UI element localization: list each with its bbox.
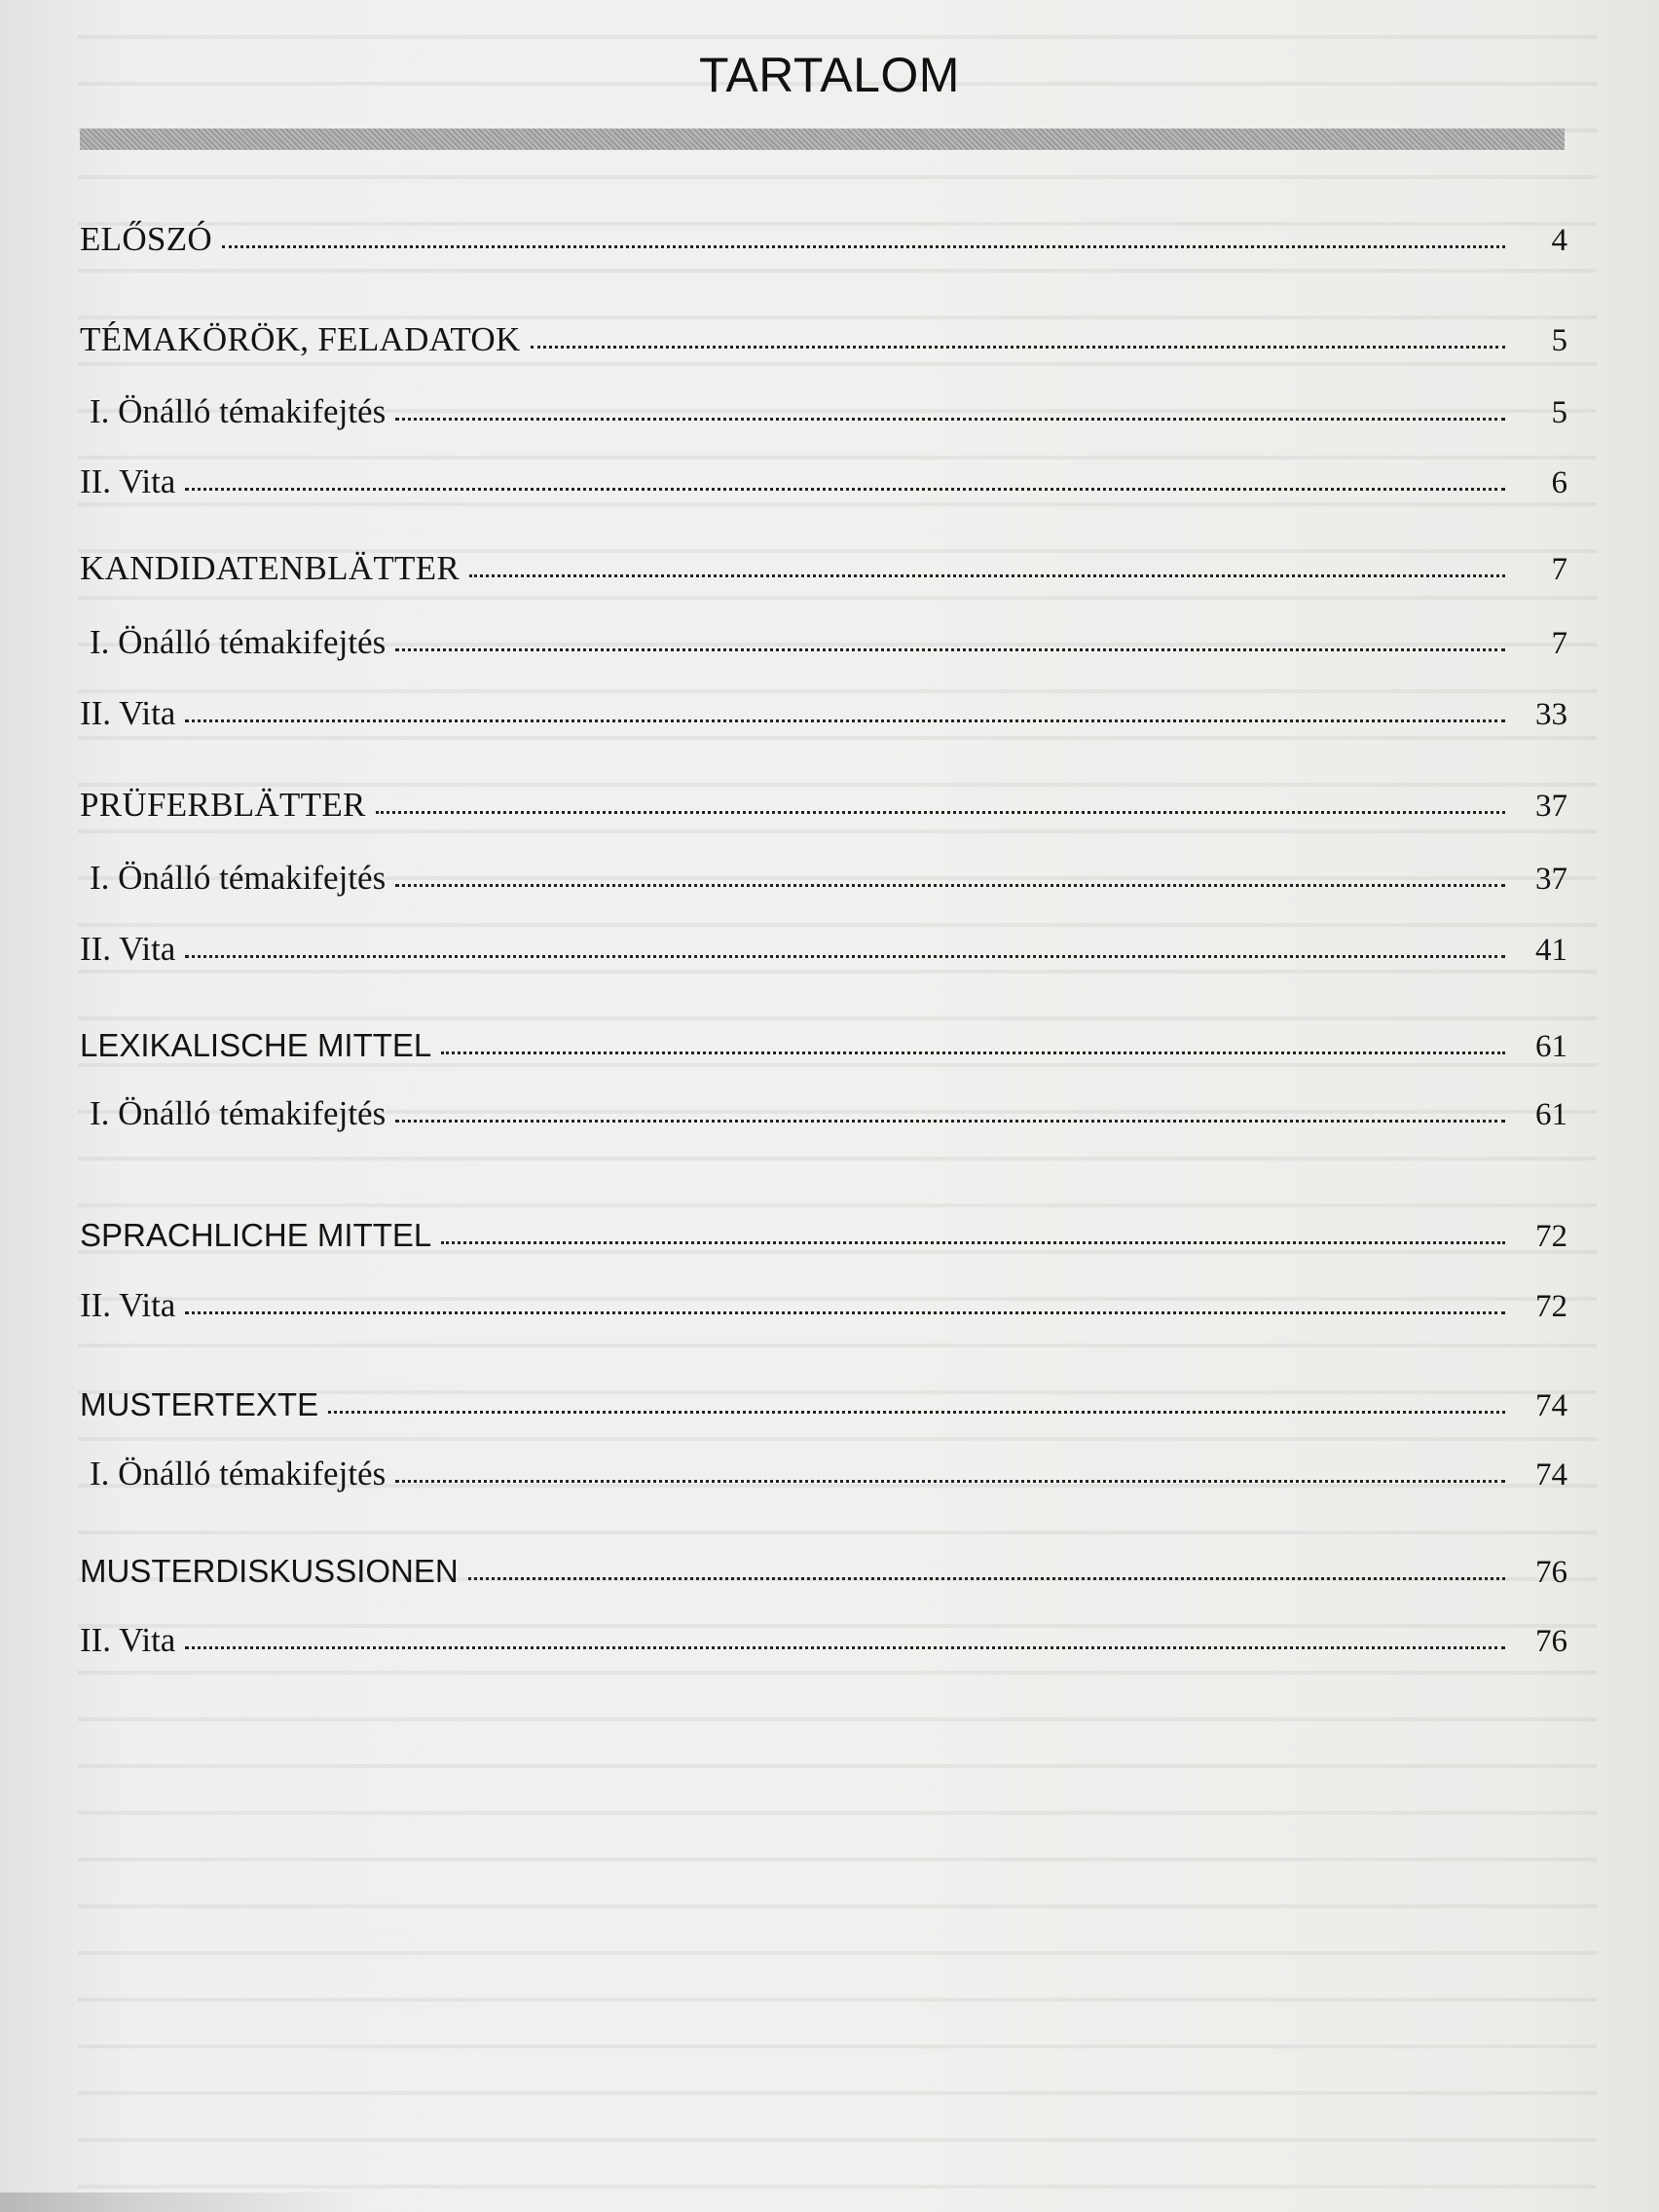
- toc-entry-label: I. Önálló témakifejtés: [90, 859, 387, 897]
- toc-entry-label: PRÜFERBLÄTTER: [80, 786, 366, 824]
- toc-entry-temakorok[interactable]: [80, 320, 1567, 365]
- toc-entry-lexikalische-mittel[interactable]: [80, 1027, 1567, 1072]
- toc-entry-kandidatenblaetter[interactable]: [80, 549, 1567, 594]
- toc-entry-label: TÉMAKÖRÖK, FELADATOK: [80, 320, 521, 358]
- toc-entry-label: II. Vita: [80, 930, 176, 968]
- toc-entry-prueferblaetter-vita[interactable]: [80, 930, 1567, 975]
- dot-leader: [395, 416, 1505, 421]
- toc-entry-label: I. Önálló témakifejtés: [90, 1455, 387, 1493]
- dot-leader: [395, 882, 1505, 887]
- dot-leader: [328, 1409, 1505, 1414]
- toc-entry-page: 76: [1535, 1624, 1567, 1659]
- toc-entry-page: 61: [1535, 1097, 1567, 1132]
- page-title: TARTALOM: [699, 48, 960, 102]
- toc-entry-label: MUSTERTEXTE: [80, 1386, 319, 1422]
- toc-entry-page: 33: [1535, 697, 1567, 732]
- toc-entry-page: 37: [1535, 862, 1567, 897]
- toc-entry-page: 72: [1535, 1289, 1567, 1324]
- dot-leader: [441, 1239, 1505, 1244]
- dot-leader: [468, 1575, 1505, 1580]
- toc-entry-page: 61: [1535, 1029, 1567, 1064]
- toc-entry-page: 41: [1535, 933, 1567, 968]
- toc-entry-kandidatenblaetter-vita[interactable]: [80, 694, 1567, 739]
- toc-entry-eloszo[interactable]: [80, 220, 1567, 265]
- dot-leader: [395, 1478, 1505, 1483]
- dot-leader: [531, 344, 1505, 349]
- toc-entry-mustertexte-onallo[interactable]: [80, 1455, 1567, 1499]
- toc-entry-label: I. Önálló témakifejtés: [90, 392, 387, 430]
- toc-entry-label: MUSTERDISKUSSIONEN: [80, 1553, 459, 1589]
- toc-entry-temakorok-vita[interactable]: [80, 462, 1567, 507]
- toc-entry-musterdiskussionen-vita[interactable]: [80, 1621, 1567, 1666]
- toc-entry-label: KANDIDATENBLÄTTER: [80, 549, 461, 587]
- toc-entry-label: II. Vita: [80, 462, 176, 500]
- toc-entry-page: 74: [1535, 1457, 1567, 1493]
- toc-entry-label: LEXIKALISCHE MITTEL: [80, 1027, 432, 1063]
- toc-entry-label: I. Önálló témakifejtés: [90, 623, 387, 661]
- toc-entry-sprachliche-mittel-vita[interactable]: [80, 1286, 1567, 1331]
- dot-leader: [469, 572, 1505, 577]
- dot-leader: [441, 1050, 1505, 1054]
- toc-entry-page: 74: [1535, 1388, 1567, 1423]
- toc-entry-page: 5: [1551, 323, 1567, 358]
- toc-entry-page: 72: [1535, 1219, 1567, 1254]
- toc-entry-prueferblaetter[interactable]: [80, 786, 1567, 830]
- toc-entry-lexikalische-mittel-onallo[interactable]: [80, 1094, 1567, 1139]
- scan-edge-shadow: [0, 2193, 370, 2212]
- toc-entry-prueferblaetter-onallo[interactable]: [80, 859, 1567, 903]
- dot-leader: [376, 809, 1505, 814]
- toc-entry-musterdiskussionen[interactable]: [80, 1553, 1567, 1598]
- dot-leader: [185, 953, 1505, 958]
- toc-entry-page: 6: [1551, 465, 1567, 500]
- dot-leader: [185, 486, 1505, 491]
- toc-entry-mustertexte[interactable]: [80, 1386, 1567, 1431]
- toc-entry-page: 7: [1551, 552, 1567, 587]
- toc-entry-label: II. Vita: [80, 694, 176, 732]
- dot-leader: [185, 1309, 1505, 1314]
- dot-leader: [222, 243, 1505, 248]
- toc-entry-label: I. Önálló témakifejtés: [90, 1094, 387, 1132]
- toc-entry-label: SPRACHLICHE MITTEL: [80, 1217, 432, 1253]
- dot-leader: [395, 1118, 1505, 1123]
- toc-entry-temakorok-onallo[interactable]: [80, 392, 1567, 437]
- toc-entry-label: II. Vita: [80, 1286, 176, 1324]
- toc-entry-label: II. Vita: [80, 1621, 176, 1659]
- toc-entry-page: 76: [1535, 1555, 1567, 1590]
- toc-entry-page: 37: [1535, 789, 1567, 824]
- dot-leader: [185, 1644, 1505, 1649]
- toc-entry-label: ELŐSZÓ: [80, 220, 212, 258]
- toc-entry-kandidatenblaetter-onallo[interactable]: [80, 623, 1567, 668]
- dot-leader: [185, 718, 1505, 722]
- toc-entry-sprachliche-mittel[interactable]: [80, 1217, 1567, 1262]
- toc-entry-page: 7: [1551, 626, 1567, 661]
- toc-entry-page: 4: [1551, 223, 1567, 258]
- toc-entry-page: 5: [1551, 395, 1567, 430]
- dot-leader: [395, 646, 1505, 651]
